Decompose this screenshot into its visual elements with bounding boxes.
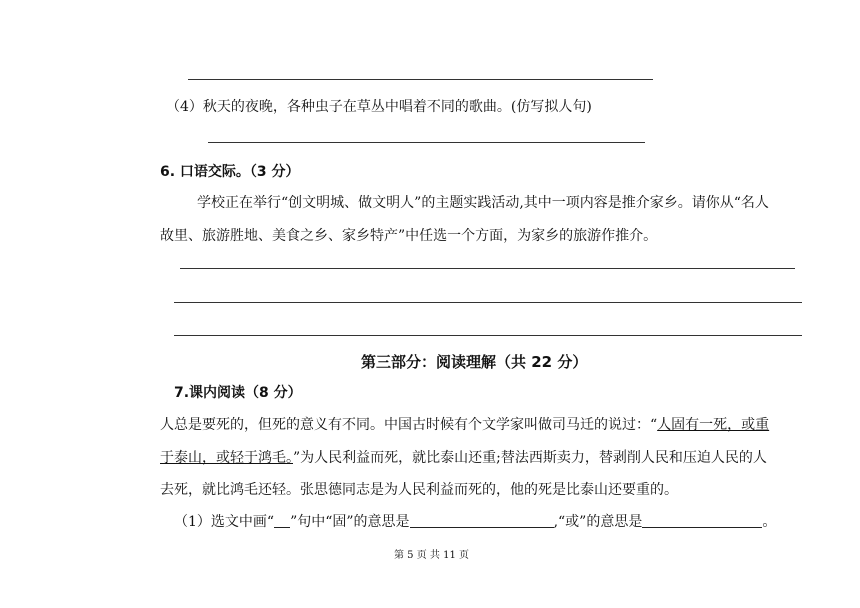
q7-title: 7.课内阅读（8 分） [174,385,302,401]
answer-line [180,268,795,269]
item-text: 秋天的夜晚，各种虫子在草丛中唱着不同的歌曲。(仿写拟人句) [202,99,592,115]
underlined-quote: 人固有一死，或重 [657,417,770,433]
item-number: （4） [166,99,203,115]
text-run: 。 [762,514,777,530]
q5-item4 [166,97,592,117]
q6-title: 6. 口语交际。（3 分） [160,164,300,180]
answer-line [188,79,653,80]
part3-title: 第三部分：阅读理解（共 22 分） [361,353,588,371]
text-run: （1）选文中画“ [174,514,275,530]
answer-line [174,302,802,303]
blank-short [274,513,290,528]
text-run: ”为人民利益而死，就比泰山还重;替法西斯卖力，替剥削人民和压迫人民的人 [293,450,767,466]
answer-line [174,335,802,336]
text-run: ”句中“固”的意思是 [290,514,410,530]
text-run: 人总是要死的，但死的意义有不同。中国古时候有个文学家叫做司马迁的说过：“ [160,417,658,433]
q7-paragraph-line1 [160,415,769,435]
q6-line1: 学校正在举行“创文明城、做文明人”的主题实践活动,其中一项内容是推介家乡。请你从“名人 [197,195,769,211]
page-footer: 第 5 页 共 11 页 [394,550,469,561]
answer-line [208,142,645,143]
q7-sub1 [174,512,776,532]
answer-blank-gu[interactable] [410,513,554,528]
q6-line2: 故里、旅游胜地、美食之乡、家乡特产”中任选一个方面，为家乡的旅游作推介。 [160,228,658,244]
underlined-quote: 于泰山，或轻于鸿毛。 [160,450,293,466]
q7-paragraph-line2 [160,448,767,468]
answer-blank-huo[interactable] [642,513,762,528]
text-run: ,“或”的意思是 [553,514,643,530]
q7-paragraph-line3: 去死，就比鸿毛还轻。张思德同志是为人民利益而死的，他的死是比泰山还要重的。 [160,482,678,498]
